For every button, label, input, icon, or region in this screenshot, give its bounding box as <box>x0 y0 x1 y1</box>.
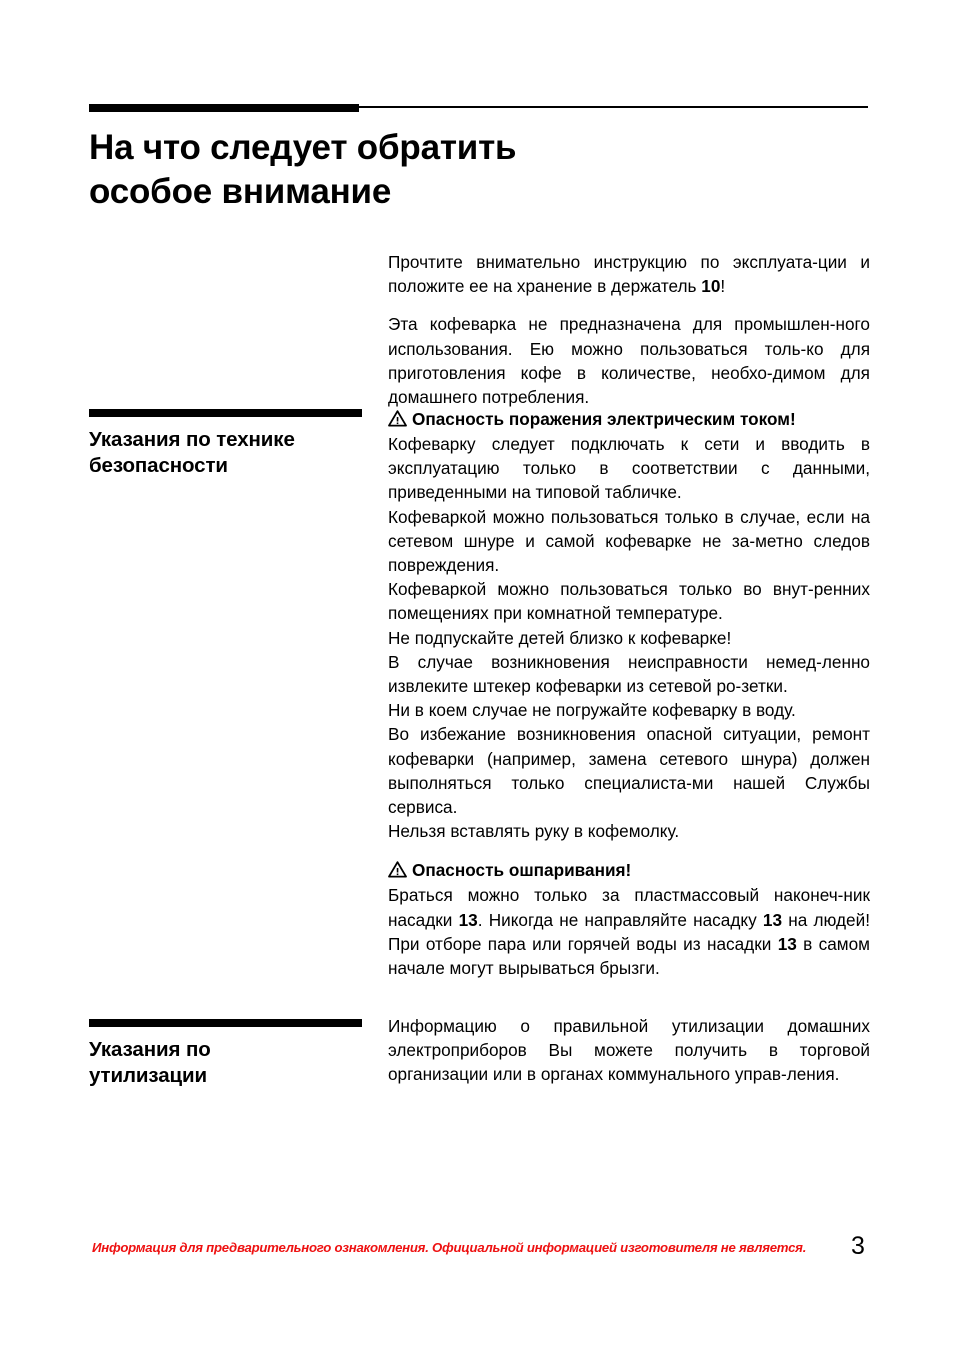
preliminary-information-note: Информация для предварительного ознакомления. Официальной информацией изготовителя не является. <box>92 1240 807 1255</box>
title-rule <box>89 104 868 112</box>
paragraph: Кофеваркой можно пользоваться только во внут-ренних помещениях при комнатной температуре. <box>388 579 870 624</box>
emphasis-number: 13 <box>458 909 478 930</box>
disposal-section-title: Указания по утилизации <box>89 1038 211 1087</box>
disposal-section-heading-block <box>89 1019 369 1089</box>
scald-safety-paragraphs <box>388 883 870 980</box>
page-title: На что следует обратить особое внимание <box>89 128 517 211</box>
paragraph: Кофеварку следует подключать к сети и вводить в эксплуатацию только в соответствии с данными, приведенными на типовой табличке. <box>388 434 870 503</box>
paragraph: Во избежание возникновения опасной ситуации, ремонт кофеварки (например, замена сетевого шнура) должен выполняться только специалиста-ми нашей Службы сервиса. <box>388 724 870 818</box>
scald-warning-heading <box>388 859 870 883</box>
warning-triangle-icon <box>388 410 407 432</box>
paragraph: Эта кофеварка не предназначена для промышлен-ного использования. Ею можно пользоваться толь-ко для приготовления кофе в количестве, необхо-димом для домашнего потребления. <box>388 314 870 408</box>
paragraph: Браться можно только за пластмассовый наконеч-ник насадки 13. Никогда не направляйте насадку 13 на людей! При отборе пара или горячей воды из насадки 13 в самом начале могут вырываться брызги. <box>388 885 870 979</box>
emphasis-number: 13 <box>762 909 783 930</box>
emphasis-number: 10 <box>701 276 721 297</box>
intro-text-block <box>388 250 870 409</box>
disposal-paragraphs <box>388 1014 870 1087</box>
emphasis-number: 13 <box>777 933 797 954</box>
paragraph: В случае возникновения неисправности немед-ленно извлеките штекер кофеварки из сетевой ро-зетки. <box>388 651 870 697</box>
safety-section-rule <box>89 409 362 417</box>
safety-section-heading-block <box>89 409 369 479</box>
page-number: 3 <box>851 1232 865 1260</box>
paragraph: Не подпускайте детей близко к кофеварке! <box>388 627 732 648</box>
title-rule-thin-segment <box>359 106 868 108</box>
electric-shock-warning-title: Опасность поражения электрическим током! <box>412 409 796 429</box>
paragraph: Кофеваркой можно пользоваться только в случае, если на сетевом шнуре и самой кофеварке не за-метно следов повреждения. <box>388 506 870 576</box>
electric-safety-paragraphs <box>388 432 870 843</box>
disposal-section-rule <box>89 1019 362 1027</box>
paragraph: Нельзя вставлять руку в кофемолку. <box>388 821 680 842</box>
title-rule-thick-segment <box>89 104 359 112</box>
paragraph: Информацию о правильной утилизации домашних электроприборов Вы можете получить в торговой организации или в органах коммунального управ-ления. <box>388 1016 870 1085</box>
paragraph: Прочтите внимательно инструкцию по эксплуата-ции и положите ее на хранение в держатель 10! <box>388 252 870 297</box>
warning-triangle-icon <box>388 861 407 883</box>
safety-section-content <box>388 408 870 980</box>
scald-warning-title: Опасность ошпаривания! <box>412 860 632 881</box>
electric-shock-warning-heading <box>388 408 870 432</box>
safety-section-title: Указания по технике безопасности <box>89 428 295 477</box>
paragraph: Ни в коем случае не погружайте кофеварку в воду. <box>388 700 796 721</box>
